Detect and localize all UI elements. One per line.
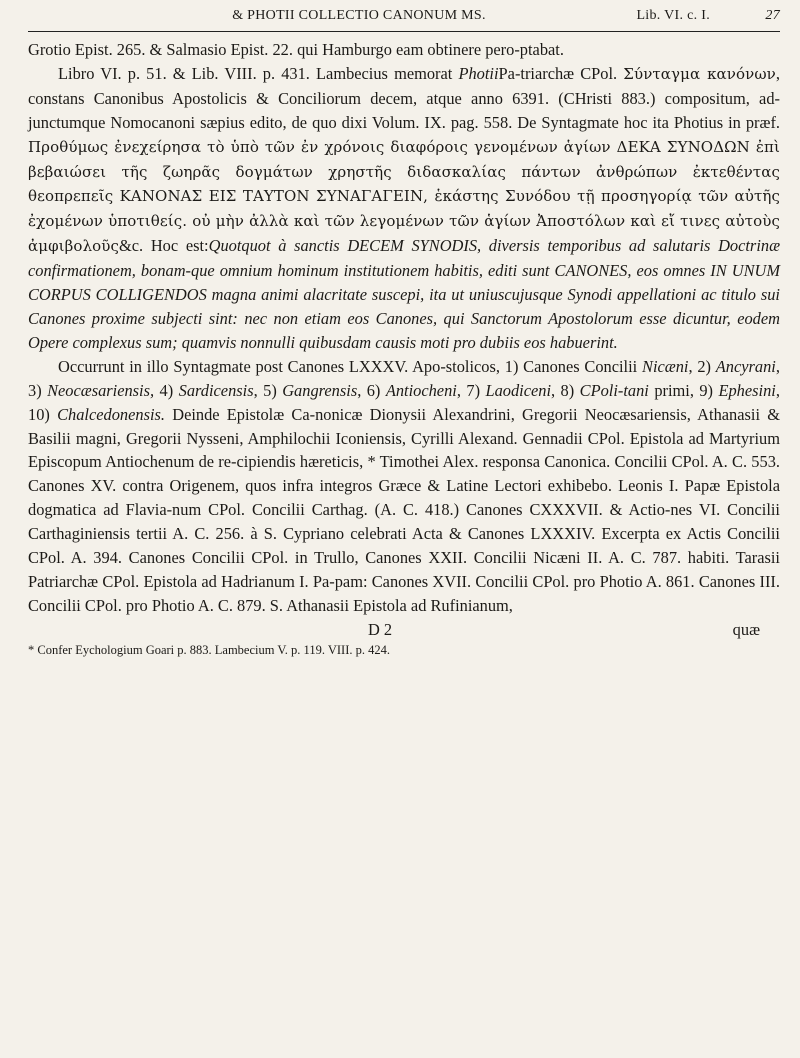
page bbox=[28, 8, 780, 658]
paragraph-contents: Occurrunt in illo Syntagmate post Canones LXXXV. Apo-stolicos, 1) Canones Concilii Nicæni, 2) Ancyrani, 3) Neocæsariensis, 4) Sardicensis, 5) Gangrensis, 6) Antiocheni, 7) Laodiceni, 8) CPoli-tani primi, 9) Ephesini, 10) Chalcedonensis. Deinde Epistolæ Ca-nonicæ Dionysii Alexandrini, Gregorii Neocæsariensis, Athanasii & Basilii magni, Gregorii Nysseni, Amphilochii Iconiensis, Cyrilli Alexand. Gennadii CPol. Epistola ad Martyrium Episcopum Antiochenum de re-cipiendis hæreticis, * Timothei Alex. responsa Canonica. Concilii CPol. A. C. 553. Canones XV. contra Origenem, quos infra integros Græce & Latine Lectori exhibebo. Leonis I. Papæ Epistola dogmatica ad Flavia-num CPol. Concilii Carthag. (A. C. 418.) Canones CXXXVII. & Actio-nes VI. Concilii Carthaginiensis tertii A. C. 256. à S. Cypriano celebrati Acta & Canones LXXXIV. Excerpta ex Actis Concilii CPol. A. 394. Canones Concilii CPol. in Trullo, Canones XXII. Concilii Nicæni II. A. C. 787. habiti. Tarasii Patriarchæ CPol. Epistola ad Hadrianum I. Pa-pam: Canones XVII. Concilii CPol. pro Photio A. 861. Canones III. Concilii CPol. pro Photio A. C. 879. S. Athanasii Epistola ad Rufinianum, bbox=[28, 356, 780, 615]
catchword-line bbox=[28, 618, 780, 642]
greek-preface-quote: Προθύμως ἐνεχείρησα τὸ ὑπὸ τῶν ἐν χρόνοις διαφόροις γενομένων ἁγίων ΔΕΚΑ ΣΥΝΟΔΩΝ ἐπὶ βεβαιώσει τῆς ζωηρᾶς δογμάτων χρηστῆς διδασκαλίας πάντων ἀνθρώπων ἐκτεθέντας θεοπρεπεῖς ΚΑΝΟΝΑΣ ΕΙΣ ΤΑΥΤΟΝ ΣΥΝΑΓΑΓΕΙΝ, ἑκάστης Συνόδου τῇ προσηγορίᾳ τῶν αὐτῆς ἐχομένων ὑποτιθείς. οὐ μὴν ἀλλὰ καὶ τῶν λεγομένων τῶν ἁγίων Ἀποστόλων καὶ εἴ τινες αὐτοὺς ἀμφιβολοῦς bbox=[28, 137, 780, 256]
greek-title: Σύνταγμα κανόνων bbox=[623, 64, 776, 83]
paragraph-lambecius: Libro VI. p. 51. & Lib. VIII. p. 431. Lambecius memorat PhotiiPa-triarchæ CPol. Σύνταγμα κανόνων, constans Canonibus Apostolicis & Conciliorum decem, atque anno 6391. (CHristi 883.) compositum, ad-junctumque Nomocanoni sæpius edito, de quo dixi Volum. IX. pag. 558. De Syntagmate hoc ita Photius in præf. Προθύμως ἐνεχείρησα τὸ ὑπὸ τῶν ἐν χρόνοις διαφόροις γενομένων ἁγίων ΔΕΚΑ ΣΥΝΟΔΩΝ ἐπὶ βεβαιώσει τῆς ζωηρᾶς δογμάτων χρηστῆς διδασκαλίας πάντων ἀνθρώπων ἐκτεθέντας θεοπρεπεῖς ΚΑΝΟΝΑΣ ΕΙΣ ΤΑΥΤΟΝ ΣΥΝΑΓΑΓΕΙΝ, ἑκάστης Συνόδου τῇ προσηγορίᾳ τῶν αὐτῆς ἐχομένων ὑποτιθείς. οὐ μὴν ἀλλὰ καὶ τῶν λεγομένων τῶν ἁγίων Ἀποστόλων καὶ εἴ τινες αὐτοὺς ἀμφιβολοῦς&c. Hoc est:Quotquot à sanctis DECEM SYNODIS, diversis temporibus ad salutaris Doctrinæ confirmationem, bonam-que omnium hominum institutionem habitis, editi sunt CANONES, eos omnes IN UNUM CORPUS COLLIGENDOS magna animi alacritate suscepi, ita ut uniuscujusque Synodi appellationi ac titulo sui Canones proxime subjecti sint: nec non etiam eos Canones, qui Sanctorum Apostolorum esse dicuntur, eodem Opere complexus sum; quamvis nonnulli quibusdam causis moti pro dubiis eos habuerint. bbox=[28, 63, 781, 352]
signature-mark: D 2 bbox=[368, 619, 393, 639]
running-header bbox=[28, 8, 780, 30]
paragraph-grotio: Grotio Epist. 265. & Salmasio Epist. 22. qui Hamburgo eam obtinere pero-ptabat. bbox=[28, 40, 564, 59]
running-title: & PHOTII COLLECTIO CANONUM MS. bbox=[232, 8, 486, 23]
header-rule bbox=[28, 31, 780, 32]
latin-translation: Quotquot à sanctis DECEM SYNODIS, diversis temporibus ad salutaris Doctrinæ confirmationem, bonam-que omnium hominum institutionem habitis, editi sunt CANONES, eos omnes IN UNUM CORPUS COLLIGENDOS magna animi alacritate suscepi, ita ut uniuscujusque Synodi appellationi ac titulo sui Canones proxime subjecti sint: nec non etiam eos Canones, qui Sanctorum Apostolorum esse dicuntur, eodem Opere complexus sum; quamvis nonnulli quibusdam causis moti pro dubiis eos habuerint. bbox=[28, 236, 780, 352]
footnote: * Confer Eychologium Goari p. 883. Lambecium V. p. 119. VIII. p. 424. bbox=[28, 642, 390, 657]
page-number: 27 bbox=[765, 8, 780, 23]
main-text bbox=[28, 38, 780, 642]
book-chapter-reference: Lib. VI. c. I. bbox=[636, 8, 710, 23]
catchword: quæ bbox=[732, 619, 760, 639]
